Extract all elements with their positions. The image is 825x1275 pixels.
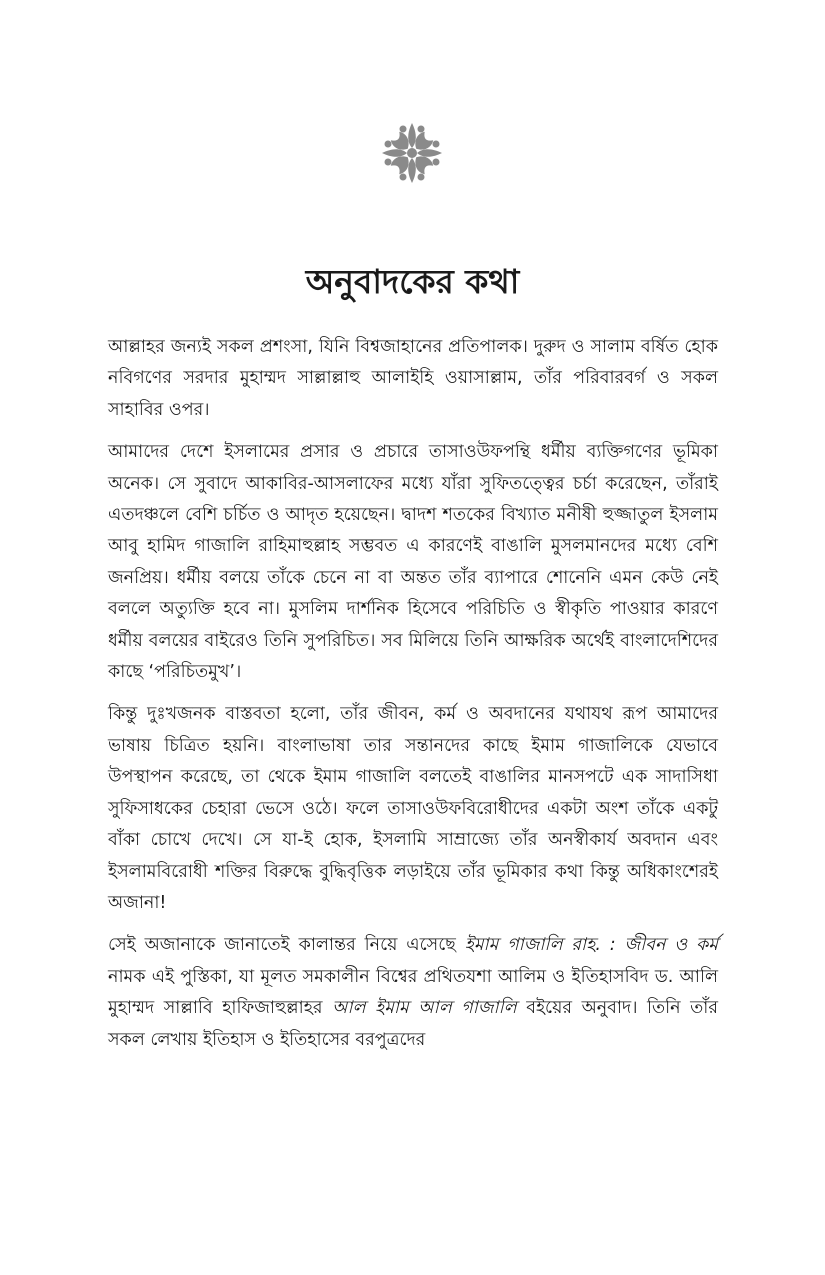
paragraph-4-text-1: সেই অজানাকে জানাতেই কালান্তর নিয়ে এসেছে <box>108 935 465 956</box>
paragraph-4-text-2: নামক এই পুস্তিকা, যা মূলত সমকালীন বিশ্বের প্রথিতযশা আলিম ও ইতিহাসবিদ ড. আলি মুহাম্মদ সাল্লাবি হাফিজাহুল্লাহর <box>108 966 718 1019</box>
page-title: অনুবাদকের কথা <box>305 262 520 301</box>
paragraph-1: আল্লাহর জন্যই সকল প্রশংসা, যিনি বিশ্বজাহানের প্রতিপালক। দুরুদ ও সালাম বর্ষিত হোক নবিগণের সরদার মুহাম্মদ সাল্লাল্লাহু আলাইহি ওয়াসাল্লাম, তাঁর পরিবারবর্গ ও সকল সাহাবির ওপর। <box>108 337 718 420</box>
paragraph-3: কিন্তু দুঃখজনক বাস্তবতা হলো, তাঁর জীবন, কর্ম ও অবদানের যথাযথ রূপ আমাদের ভাষায় চিত্রিত হয়নি। বাংলাভাষা তার সন্তানদের কাছে ইমাম গাজালিকে যেভাবে উপস্থাপন করেছে, তা থেকে ইমাম গাজালি বলতেই বাঙালির মানসপটে এক সাদাসিধা সুফিসাধকের চেহারা ভেসে ওঠে। ফলে তাসাওউফবিরোধীদের একটা অংশ তাঁকে একটু বাঁকা চোখে দেখে। সে যা-ই হোক, ইসলামি সাম্রাজ্যে তাঁর অনস্বীকার্য অবদান এবং ইসলামবিরোধী শক্তির বিরুদ্ধে বুদ্ধিবৃত্তিক লড়াইয়ে তাঁর ভূমিকার কথা কিন্তু অধিকাংশেরই অজানা! <box>108 704 718 913</box>
floral-ornament-icon <box>377 118 447 188</box>
paragraph-4 <box>108 930 718 1056</box>
paragraph-2: আমাদের দেশে ইসলামের প্রসার ও প্রচারে তাসাওউফপন্থি ধর্মীয় ব্যক্তিগণের ভূমিকা অনেক। সে সুবাদে আকাবির-আসলাফের মধ্যে যাঁরা সুফিতত্ত্বের চর্চা করেছেন, তাঁরাই এতদঞ্চলে বেশি চর্চিত ও আদৃত হয়েছেন। দ্বাদশ শতকের বিখ্যাত মনীষী হুজ্জাতুল ইসলাম আবু হামিদ গাজালি রাহিমাহুল্লাহ সম্ভবত এ কারণেই বাঙালি মুসলমানদের মধ্যে বেশি জনপ্রিয়। ধর্মীয় বলয়ে তাঁকে চেনে না বা অন্তত তাঁর ব্যাপারে শোনেনি এমন কেউ নেই বললে অত্যুক্তি হবে না। মুসলিম দার্শনিক হিসেবে পরিচিতি ও স্বীকৃতি পাওয়ার কারণে ধর্মীয় বলয়ের বাইরেও তিনি সুপরিচিত। সব মিলিয়ে তিনি আক্ষরিক অর্থেই বাংলাদেশিদের কাছে ‘পরিচিতমুখ’। <box>108 442 718 683</box>
paragraph-4-text-3: বইয়ের অনুবাদ। তিনি তাঁর সকল লেখায় ইতিহাস ও ইতিহাসের বরপুত্রদের <box>108 998 718 1050</box>
body-text <box>108 332 718 1067</box>
book-title-bangla: ইমাম গাজালি রাহ. : জীবন ও কর্ম <box>464 935 718 956</box>
book-title-arabic: আল ইমাম আল গাজালি <box>332 998 517 1019</box>
ornament-petals <box>382 123 442 183</box>
